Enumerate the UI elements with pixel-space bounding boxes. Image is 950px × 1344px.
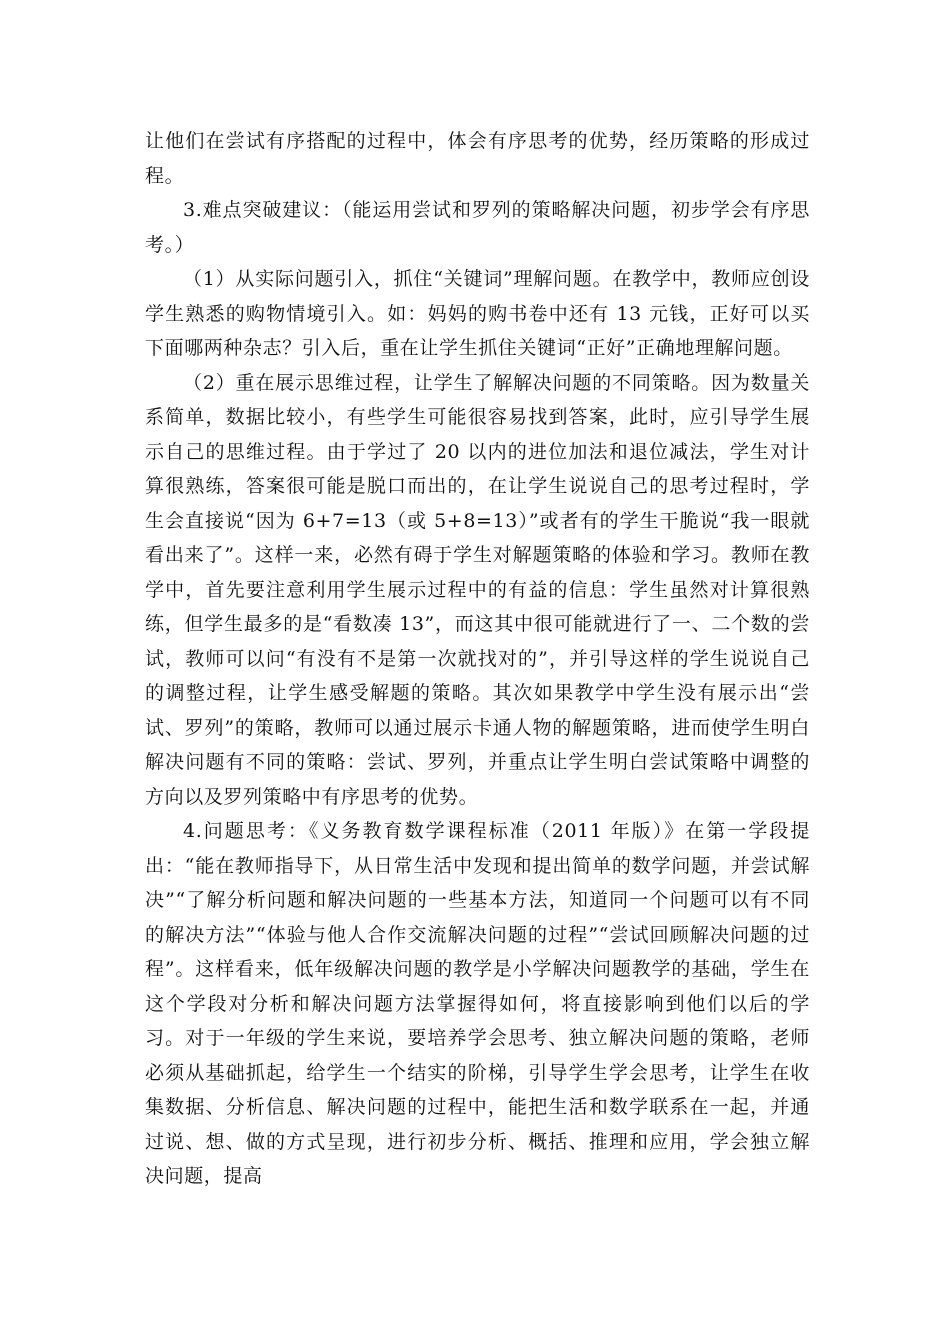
document-body bbox=[145, 124, 810, 1194]
paragraph-problem-thinking: 4.问题思考：《义务教育数学课程标准（2011 年版）》在第一学段提出：“能在教师指导下，从日常生活中发现和提出简单的数学问题，并尝试解决”“了解分析问题和解决问题的一些基本方法，知道同一个问题可以有不同的解决方法”“体验与他人合作交流解决问题的过程”“尝试回顾解决问题的过程”。这样看来，低年级解决问题的教学是小学解决问题教学的基础，学生在这个学段对分析和解决问题方法掌握得如何，将直接影响到他们以后的学习。对于一年级的学生来说，要培养学会思考、独立解决问题的策略，老师必须从基础抓起，给学生一个结实的阶梯，引导学生学会思考，让学生在收集数据、分析信息、解决问题的过程中，能把生活和数学联系在一起，并通过说、想、做的方式呈现，进行初步分析、概括、推理和应用，学会独立解决问题，提高 bbox=[145, 820, 810, 1187]
paragraph-point-1: （1）从实际问题引入，抓住“关键词”理解问题。在教学中，教师应创设学生熟悉的购物情境引入。如：妈妈的购书卷中还有 13 元钱，正好可以买下面哪两种杂志？引入后，重在让学生抓住关键词“正好”正确地理解问题。 bbox=[145, 268, 810, 359]
paragraph-point-2: （2）重在展示思维过程，让学生了解解决问题的不同策略。因为数量关系简单，数据比较小，有些学生可能很容易找到答案，此时，应引导学生展示自己的思维过程。由于学过了 20 以内的进位加法和退位减法，学生对计算很熟练，答案很可能是脱口而出的，在让学生说说自己的思考过程时，学生会直接说“因为 6+7=13（或 5+8=13）”或者有的学生干脆说“我一眼就看出来了”。这样一来，必然有碍于学生对解题策略的体验和学习。教师在教学中，首先要注意利用学生展示过程中的有益的信息：学生虽然对计算很熟练，但学生最多的是“看数凑 13”，而这其中很可能就进行了一、二个数的尝试，教师可以问“有没有不是第一次就找对的”，并引导这样的学生说说自己的调整过程，让学生感受解题的策略。其次如果教学中学生没有展示出“尝试、罗列”的策略，教师可以通过展示卡通人物的解题策略，进而使学生明白解决问题有不同的策略：尝试、罗列，并重点让学生明白尝试策略中调整的方向以及罗列策略中有序思考的优势。 bbox=[145, 371, 810, 808]
paragraph-continuation: 让他们在尝试有序搭配的过程中，体会有序思考的优势，经历策略的形成过程。 bbox=[145, 130, 810, 187]
paragraph-difficulty-suggestion: 3.难点突破建议：（能运用尝试和罗列的策略解决问题，初步学会有序思考。） bbox=[145, 199, 810, 256]
